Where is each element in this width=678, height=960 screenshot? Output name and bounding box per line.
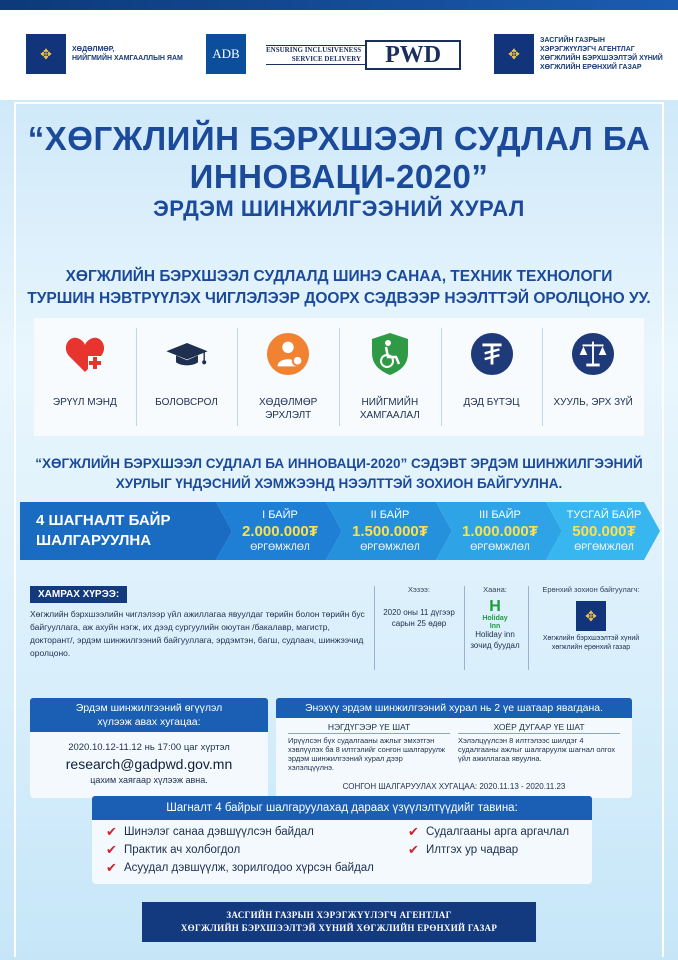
award-special: [556, 502, 652, 560]
logo-bar: [0, 10, 678, 100]
submission-card: [30, 698, 268, 798]
footer-banner: [142, 902, 536, 942]
ministry-logo: [26, 34, 183, 74]
submission-heading: Эрдэм шинжилгээний өгүүлэл хүлээж авах хугацаа:: [30, 698, 268, 732]
phase-one: [284, 722, 454, 772]
when-value: 2020 оны 11 дүгээр сарын 25 өдөр: [383, 608, 455, 628]
topics-row: [34, 318, 644, 436]
check-icon: ✔: [106, 860, 117, 875]
ministry-name: ХӨДӨЛМӨР, НИЙГМИЙН ХАМГААЛЛЫН ЯАМ: [72, 46, 183, 62]
check-icon: ✔: [408, 824, 419, 839]
criteria-item: [408, 844, 518, 856]
conference-subtitle: ЭРДЭМ ШИНЖИЛГЭЭНИЙ ХУРАЛ: [153, 196, 525, 221]
title-line-2: ИННОВАЦИ-2020”: [189, 158, 489, 195]
intro-line-2: ТУРШИН НЭВТРҮҮЛЭХ ЧИГЛЭЛЭЭР ДООРХ СЭДВЭЭР НЭЭЛТТЭЙ ОРОЛЦОНО УУ.: [27, 290, 651, 307]
phases-row: [276, 718, 632, 772]
stages-card: [276, 698, 632, 798]
criteria-item: [106, 862, 374, 874]
mongolia-emblem-icon: ✥: [494, 34, 534, 74]
topic-law: [542, 318, 644, 436]
worker-icon: [266, 332, 310, 376]
topic-health: [34, 318, 136, 436]
topic-label: ЭРҮҮЛ МЭНД: [52, 397, 117, 408]
phase-description: Хэлэлцүүлсэн 8 илтгэлээс шилдэг 4 судалгааны ажлыг шалгаруулж шагнал олгох үйл ажиллагаа явуулна.: [458, 736, 616, 763]
submission-note: цахим хаягаар хүлээж авна.: [90, 775, 208, 785]
award-first: [228, 502, 332, 560]
award-amount: 500.000₮: [572, 523, 636, 540]
holiday-inn-logo: [480, 598, 510, 630]
topic-label: ДЭД БҮТЭЦ: [463, 397, 520, 408]
pwd-mark: PWD: [365, 40, 461, 70]
topic-social-protection: [339, 318, 441, 436]
criteria-box: [92, 796, 592, 884]
pwd-tagline: ENSURING INCLUSIVENESS SERVICE DELIVERY: [266, 45, 365, 65]
intro-line-1: ХӨГЖЛИЙН БЭРХШЭЭЛ СУДЛАЛД ШИНЭ САНАА, ТЕХНИК ТЕХНОЛОГИ: [65, 268, 613, 285]
adb-logo: ADB: [206, 34, 246, 74]
criteria-item-text: Практик ач холбогдол: [124, 844, 241, 856]
topic-infrastructure: [441, 318, 543, 436]
footer-line-2: ХӨГЖЛИЙН БЭРХШЭЭЛТЭЙ ХҮНИЙ ХӨГЖЛИЙН ЕРӨНХИЙ ГАЗАР: [180, 923, 498, 933]
conference-title: [20, 120, 658, 196]
phase-description: Ирүүлсэн бүх судалгааны ажлыг эмхэтгэн хэвлүүлэх ба 8 илтгэлийг сонгон шалгаруулж эрдэм шинжилгээний хурал дээр хэлэлцүүлнэ.: [288, 736, 446, 772]
check-icon: ✔: [106, 824, 117, 839]
scope-heading: ХАМРАХ ХҮРЭЭ:: [30, 586, 127, 603]
award-rank: I БАЙР: [262, 509, 298, 521]
topic-label: ХУУЛЬ, ЭРХ ЗҮЙ: [553, 397, 633, 408]
agency-logo: [494, 34, 663, 74]
submission-deadline: 2020.10.12-11.12 нь 17:00 цаг хүртэл: [68, 742, 230, 753]
phase-title: НЭГДҮГЭЭР ҮЕ ШАТ: [288, 722, 450, 734]
title-line-1: “ХӨГЖЛИЙН БЭРХШЭЭЛ СУДЛАЛ БА: [27, 120, 651, 157]
check-icon: ✔: [408, 842, 419, 857]
award-third: [448, 502, 552, 560]
announcement-text: [20, 454, 658, 494]
scales-icon: [571, 332, 615, 376]
when-caption: Хэзээ:: [408, 585, 430, 594]
agency-name: ЗАСГИЙН ГАЗРЫН ХЭРЭГЖҮҮЛЭГЧ АГЕНТЛАГ ХӨГЖЛИЙН БЭРХШЭЭЛТЭЙ ХҮНИЙ ХӨГЖЛИЙН ЕРӨНХИЙ ГАЗАР: [540, 37, 663, 71]
tugrik-icon: [470, 332, 514, 376]
where-caption: Хаана:: [483, 585, 507, 594]
footer-line-1: ЗАСГИЙН ГАЗРЫН ХЭРЭГЖҮҮЛЭГЧ АГЕНТЛАГ: [226, 910, 452, 920]
award-unit: ӨРГӨМЖЛӨЛ: [470, 542, 530, 552]
criteria-heading: Шагналт 4 байрыг шалгаруулахад дараах үзүүлэлтүүдийг тавина:: [92, 796, 592, 820]
graduation-cap-icon: [165, 332, 209, 376]
award-rank: ТУСГАЙ БАЙР: [566, 509, 642, 521]
pwd-logo: [266, 40, 461, 70]
wheelchair-shield-icon: [368, 332, 412, 376]
criteria-item-text: Шинэлэг санаа дэвшүүлсэн байдал: [124, 826, 314, 838]
topic-label: БОЛОВСРОЛ: [155, 397, 218, 408]
criteria-item: [106, 826, 314, 838]
award-amount: 1.000.000₮: [462, 523, 538, 540]
award-unit: ӨРГӨМЖЛӨЛ: [250, 542, 310, 552]
topic-education: [136, 318, 238, 436]
intro-text: [20, 266, 658, 310]
award-unit: ӨРГӨМЖЛӨЛ: [360, 542, 420, 552]
submission-email[interactable]: research@gadpwd.gov.mn: [65, 756, 233, 772]
holiday-inn-h-icon: H: [489, 598, 501, 615]
criteria-item: [106, 844, 240, 856]
selection-period: СОНГОН ШАЛГАРУУЛАХ ХУГАЦАА: 2020.11.13 - 2020.11.23: [342, 782, 566, 791]
poster-body: [0, 100, 678, 960]
where-value: Holiday inn зочид буудал: [470, 630, 520, 650]
top-accent-bar: [0, 0, 678, 10]
info-section: [24, 580, 654, 676]
scope-text: Хөгжлийн бэрхшээлийн чиглэлээр үйл ажиллагаа явуулдаг төрийн болон төрийн бус байгууллага, аж ахуйн нэгж, их дээд сургуулийн оюутан /бакалавр, магистр, докторант/, эрдэм шинжилгээний байгууллага, эрдэмтэн, багш, судлаач, шинжээчид оролцоно.: [30, 609, 365, 658]
check-icon: ✔: [106, 842, 117, 857]
criteria-item-text: Судалгааны арга аргачлал: [426, 826, 570, 838]
award-unit: ӨРГӨМЖЛӨЛ: [574, 542, 634, 552]
organizer-value: Хөгжлийн бэрхшээлтэй хүний хөгжлийн ерөнхий газар: [542, 635, 640, 651]
topic-label: ХӨДӨЛМӨР ЭРХЛЭЛТ: [259, 397, 318, 421]
topic-employment: [237, 318, 339, 436]
criteria-item-text: Асуудал дэвшүүлж, зорилгодоо хүрсэн байдал: [124, 862, 374, 874]
award-rank: III БАЙР: [479, 509, 521, 521]
criteria-item: [408, 826, 569, 838]
phase-two: [454, 722, 624, 772]
awards-band: [20, 502, 660, 560]
award-amount: 1.500.000₮: [352, 523, 428, 540]
award-rank: II БАЙР: [370, 509, 410, 521]
mongolia-emblem-icon: ✥: [26, 34, 66, 74]
phase-title: ХОЁР ДУГААР ҮЕ ШАТ: [458, 722, 620, 734]
organizer-column: [528, 584, 654, 652]
agency-emblem-icon: ✥: [576, 601, 606, 631]
award-amount: 2.000.000₮: [242, 523, 318, 540]
topic-label: НИЙГМИЙН ХАМГААЛАЛ: [359, 397, 420, 421]
announcement-line-1: “ХӨГЖЛИЙН БЭРХШЭЭЛ СУДЛАЛ БА ИННОВАЦИ-2020” СЭДЭВТ ЭРДЭМ ШИНЖИЛГЭЭНИЙ: [35, 456, 643, 471]
health-heart-icon: [63, 332, 107, 376]
award-second: [338, 502, 442, 560]
announcement-line-2: ХУРЛЫГ ҮНДЭСНИЙ ХЭМЖЭЭНД НЭЭЛТТЭЙ ЗОХИОН БАЙГУУЛНА.: [115, 476, 563, 491]
awards-headline: 4 ШАГНАЛТ БАЙР ШАЛГАРУУЛНА: [36, 512, 171, 549]
criteria-item-text: Илтгэх ур чадвар: [426, 844, 519, 856]
where-column: [464, 584, 526, 651]
holiday-inn-wordmark: Holiday Inn: [482, 615, 508, 630]
when-column: [374, 584, 464, 629]
organizer-caption: Ерөнхий зохион байгуулагч:: [542, 585, 640, 594]
stages-heading: Энэхүү эрдэм шинжилгээний хурал нь 2 үе шатаар явагдана.: [276, 698, 632, 718]
